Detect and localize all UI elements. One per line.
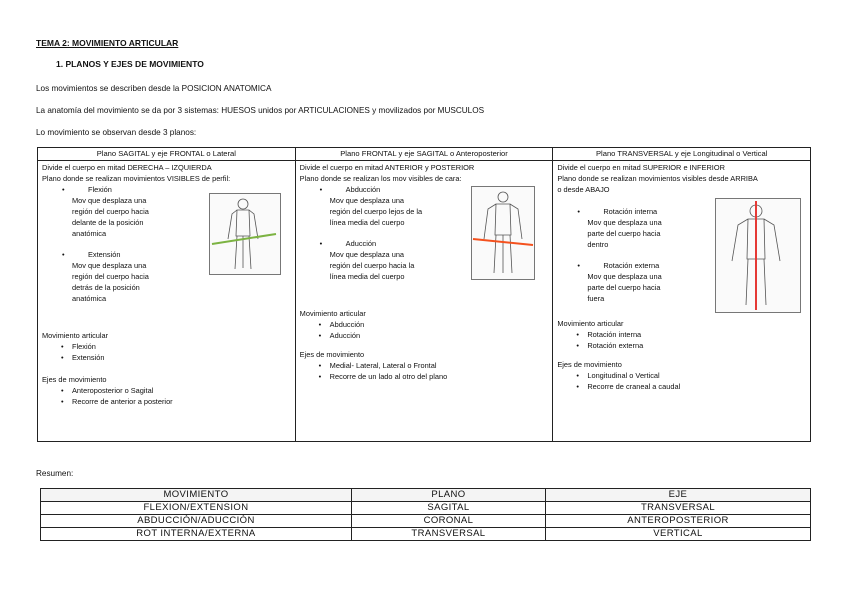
summary-table [40, 488, 811, 541]
text-line: Plano donde se realizan movimientos VISIBLES de perfil: [42, 174, 231, 183]
ejes-title: Ejes de movimiento [557, 360, 622, 369]
movement-desc: línea media del cuerpo [329, 218, 405, 227]
mov-item: • Abducción [314, 319, 549, 330]
movement-desc: Mov que desplaza una [329, 250, 405, 259]
ejes-title: Ejes de movimiento [42, 375, 107, 384]
page-title: TEMA 2: MOVIMIENTO ARTICULAR [36, 38, 179, 48]
column-sagital [38, 148, 296, 441]
eje-item: • Longitudinal o Vertical [571, 370, 806, 381]
movement-desc: región del cuerpo hacia [72, 207, 149, 216]
eje-item: • Recorre de anterior a posterior [56, 396, 291, 407]
movement-desc: Mov que desplaza una [587, 272, 662, 281]
movement-desc: región del cuerpo hacia [72, 272, 149, 281]
mov-item: • Rotación interna [571, 329, 806, 340]
movement-desc: Mov que desplaza una [587, 218, 662, 227]
eje-item: • Medial- Lateral, Lateral o Frontal [314, 360, 549, 371]
text-line: Plano donde se realizan movimientos visibles desde ARRIBA [557, 174, 758, 183]
movement-name: • Flexión [72, 184, 291, 195]
mov-item: • Extensión [56, 352, 291, 363]
mov-item: • Flexión [56, 341, 291, 352]
table-row [41, 502, 811, 515]
table-cell: TRANSVERSAL [545, 502, 810, 515]
mov-item: • Aducción [314, 330, 549, 341]
movement-desc: fuera [587, 294, 605, 303]
movement-name: • Rotación interna [587, 206, 806, 217]
mov-title: Movimiento articular [557, 319, 624, 328]
movement-desc: línea media del cuerpo [329, 272, 405, 281]
column-header: Plano TRANSVERSAL y eje Longitudinal o Vertical [553, 148, 810, 161]
text-line: o desde ABAJO [557, 185, 610, 194]
movement-desc: delante de la posición [72, 218, 144, 227]
movement-name: • Extensión [72, 249, 291, 260]
movement-desc: región del cuerpo hacia la [329, 261, 415, 270]
movement-desc: región del cuerpo lejos de la [329, 207, 423, 216]
table-cell: SAGITAL [351, 502, 545, 515]
table-cell: ABDUCCIÓN/ADUCCIÓN [41, 515, 352, 528]
movement-desc: anatómica [72, 294, 107, 303]
movement-desc: anatómica [72, 229, 107, 238]
movement-name: • Aducción [330, 238, 549, 249]
column-header: EJE [545, 489, 810, 502]
eje-item: • Recorre de craneal a caudal [571, 381, 806, 392]
table-cell: CORONAL [351, 515, 545, 528]
mov-title: Movimiento articular [299, 309, 366, 318]
column-header: MOVIMIENTO [41, 489, 352, 502]
column-header: Plano SAGITAL y eje FRONTAL o Lateral [38, 148, 295, 161]
eje-item: • Recorre de un lado al otro del plano [314, 371, 549, 382]
movement-desc: Mov que desplaza una [72, 196, 147, 205]
ejes-title: Ejes de movimiento [299, 350, 365, 359]
movement-desc: Mov que desplaza una [329, 196, 405, 205]
text-line: Divide el cuerpo en mitad DERECHA – IZQUIERDA [42, 163, 212, 172]
table-header-row [41, 489, 811, 502]
table-cell: FLEXION/EXTENSION [41, 502, 352, 515]
intro-paragraph-1: Los movimientos se describen desde la POSICION ANATOMICA [36, 84, 272, 93]
movement-desc: dentro [587, 240, 609, 249]
body-figure-transversal [715, 198, 801, 313]
column-header: Plano FRONTAL y eje SAGITAL o Anteroposterior [296, 148, 553, 161]
section-subtitle: 1. PLANOS Y EJES DE MOVIMIENTO [56, 59, 204, 69]
table-row [41, 515, 811, 528]
mov-item: • Rotación externa [571, 340, 806, 351]
eje-item: • Anteroposterior o Sagital [56, 385, 291, 396]
movement-desc: detrás de la posición [72, 283, 140, 292]
table-cell: ANTEROPOSTERIOR [545, 515, 810, 528]
column-transversal [553, 148, 810, 441]
planes-table [37, 147, 811, 442]
text-line: Plano donde se realizan los mov visibles de cara: [299, 174, 462, 183]
body-figure-frontal [471, 186, 535, 280]
table-cell: VERTICAL [545, 528, 810, 541]
intro-paragraph-3: Lo movimiento se observan desde 3 planos: [36, 128, 197, 137]
resumen-label: Resumen: [36, 469, 74, 478]
text-line: Divide el cuerpo en mitad ANTERIOR y POSTERIOR [299, 163, 475, 172]
intro-paragraph-2: La anatomía del movimiento se da por 3 sistemas: HUESOS unidos por ARTICULACIONES y movilizados por MUSCULOS [36, 106, 485, 115]
table-row [41, 528, 811, 541]
text-line: Divide el cuerpo en mitad SUPERIOR e INFERIOR [557, 163, 725, 172]
column-frontal [296, 148, 554, 441]
movement-desc: parte del cuerpo hacia [587, 283, 661, 292]
movement-desc: Mov que desplaza una [72, 261, 147, 270]
table-cell: ROT INTERNA/EXTERNA [41, 528, 352, 541]
axis-line [212, 234, 276, 244]
mov-title: Movimiento articular [42, 331, 109, 340]
body-figure-sagital [209, 193, 281, 275]
movement-desc: parte del cuerpo hacia [587, 229, 661, 238]
table-cell: TRANSVERSAL [351, 528, 545, 541]
column-header: PLANO [351, 489, 545, 502]
movement-name: • Rotación externa [587, 260, 806, 271]
movement-name: • Abducción [330, 184, 549, 195]
